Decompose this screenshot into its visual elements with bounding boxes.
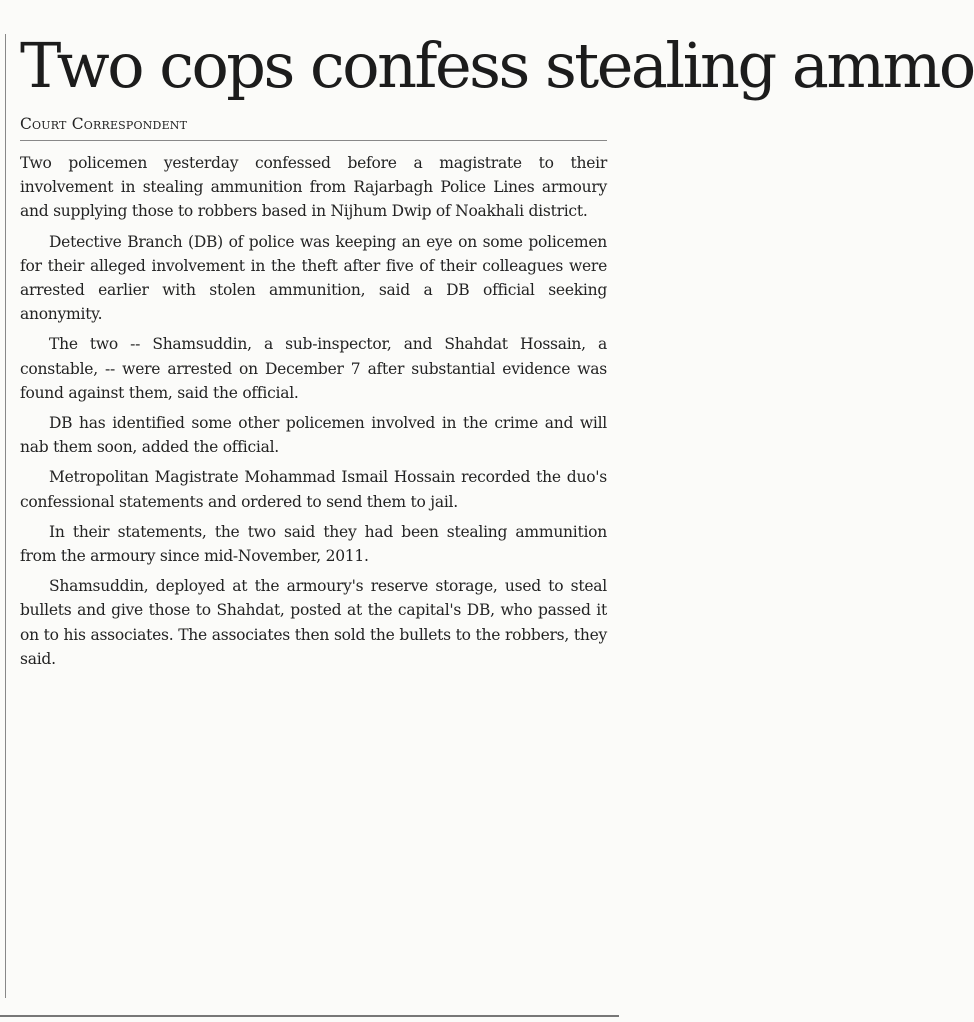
paragraph-5: Metropolitan Magistrate Mohammad Ismail Hossain recorded the duo's confessional statements and ordered to send them to jail. [20,468,607,511]
byline: Court Correspondent [20,114,607,141]
bottom-rule [0,1015,619,1017]
news-article [20,28,974,677]
headline-text: Two cops confess stealing ammo [20,29,974,102]
column-rule [5,34,6,998]
paragraph-7: Shamsuddin, deployed at the armoury's reserve storage, used to steal bullets and give those to Shahdat, posted at the capital's DB, who passed it on to his associates. The associates then sold the bullets to the robbers, they said. [20,577,607,668]
article-body [20,151,607,671]
paragraph-6: In their statements, the two said they had been stealing ammunition from the armoury since mid-November, 2011. [20,522,607,566]
paragraph-1: Two policemen yesterday confessed before a magistrate to their involvement in stealing ammunition from Rajarbagh Police Lines armoury and supplying those to robbers based in Nijhum Dwip of Noakhali district. [20,154,607,221]
paragraph-2: Detective Branch (DB) of police was keeping an eye on some policemen for their alleged involvement in the theft after five of their colleagues were arrested earlier with stolen ammunition, said a DB official seeking anonymity. [20,232,607,324]
headline [20,28,974,104]
paragraph-4: DB has identified some other policemen involved in the crime and will nab them soon, added the official. [20,414,607,457]
paragraph-3: The two -- Shamsuddin, a sub-inspector, and Shahdat Hossain, a constable, -- were arrested on December 7 after substantial evidence was found against them, said the official. [20,335,607,402]
